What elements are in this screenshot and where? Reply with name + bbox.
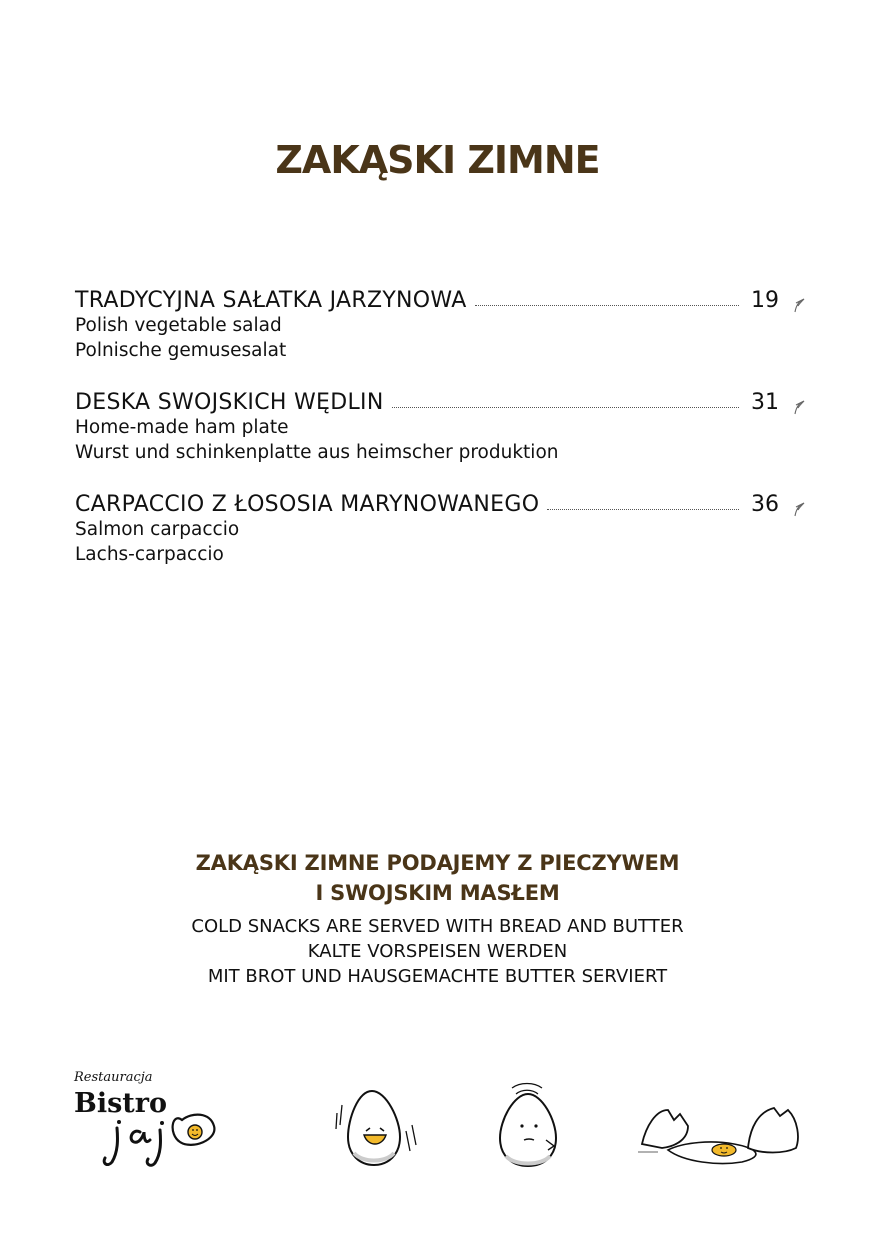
menu-item-name: TRADYCYJNA SAŁATKA JARZYNOWA xyxy=(75,288,467,313)
menu-item-header xyxy=(75,487,805,517)
menu-item-price: 31 xyxy=(751,390,779,415)
serving-note-german-line2: MIT BROT UND HAUSGEMACHTE BUTTER SERVIERT xyxy=(207,966,668,987)
menu-item-english: Polish vegetable salad xyxy=(75,315,282,336)
menu-item-german: Lachs-carpaccio xyxy=(75,544,224,565)
menu-item-header xyxy=(75,385,805,415)
dotted-leader xyxy=(392,407,739,408)
menu-item-price: 19 xyxy=(751,288,779,313)
quill-icon xyxy=(783,501,805,517)
menu-item-english: Home-made ham plate xyxy=(75,417,289,438)
menu-item xyxy=(75,487,805,567)
logo-script-icon xyxy=(72,1070,222,1170)
menu-item-english: Salmon carpaccio xyxy=(75,519,240,540)
thinking-egg-icon xyxy=(490,1080,570,1170)
serving-note-german-line1: KALTE VORSPEISEN WERDEN xyxy=(307,941,568,962)
page-title: ZAKĄSKI ZIMNE xyxy=(275,138,600,182)
happy-egg-icon xyxy=(332,1085,422,1170)
menu-item-german: Wurst und schinkenplatte aus heimscher produktion xyxy=(75,442,559,463)
dotted-leader xyxy=(475,305,739,306)
bistro-logo xyxy=(72,1070,222,1170)
menu-item xyxy=(75,283,805,363)
dotted-leader xyxy=(547,509,739,510)
serving-note-polish-line1: ZAKĄSKI ZIMNE PODAJEMY Z PIECZYWEM xyxy=(195,851,680,875)
menu-list xyxy=(75,283,805,589)
menu-item-german: Polnische gemusesalat xyxy=(75,340,287,361)
menu-item-name: CARPACCIO Z ŁOSOSIA MARYNOWANEGO xyxy=(75,492,540,517)
quill-icon xyxy=(783,297,805,313)
quill-icon xyxy=(783,399,805,415)
menu-item-header xyxy=(75,283,805,313)
menu-item-price: 36 xyxy=(751,492,779,517)
cracked-egg-icon xyxy=(638,1100,803,1170)
serving-note xyxy=(0,848,875,989)
serving-note-english: COLD SNACKS ARE SERVED WITH BREAD AND BUTTER xyxy=(191,916,684,937)
menu-item-name: DESKA SWOJSKICH WĘDLIN xyxy=(75,390,384,415)
serving-note-polish-line2: I SWOJSKIM MASŁEM xyxy=(315,881,560,905)
logo-small-text: Restauracja xyxy=(74,1070,153,1085)
logo-big-text: Bistro xyxy=(74,1088,167,1119)
menu-item xyxy=(75,385,805,465)
